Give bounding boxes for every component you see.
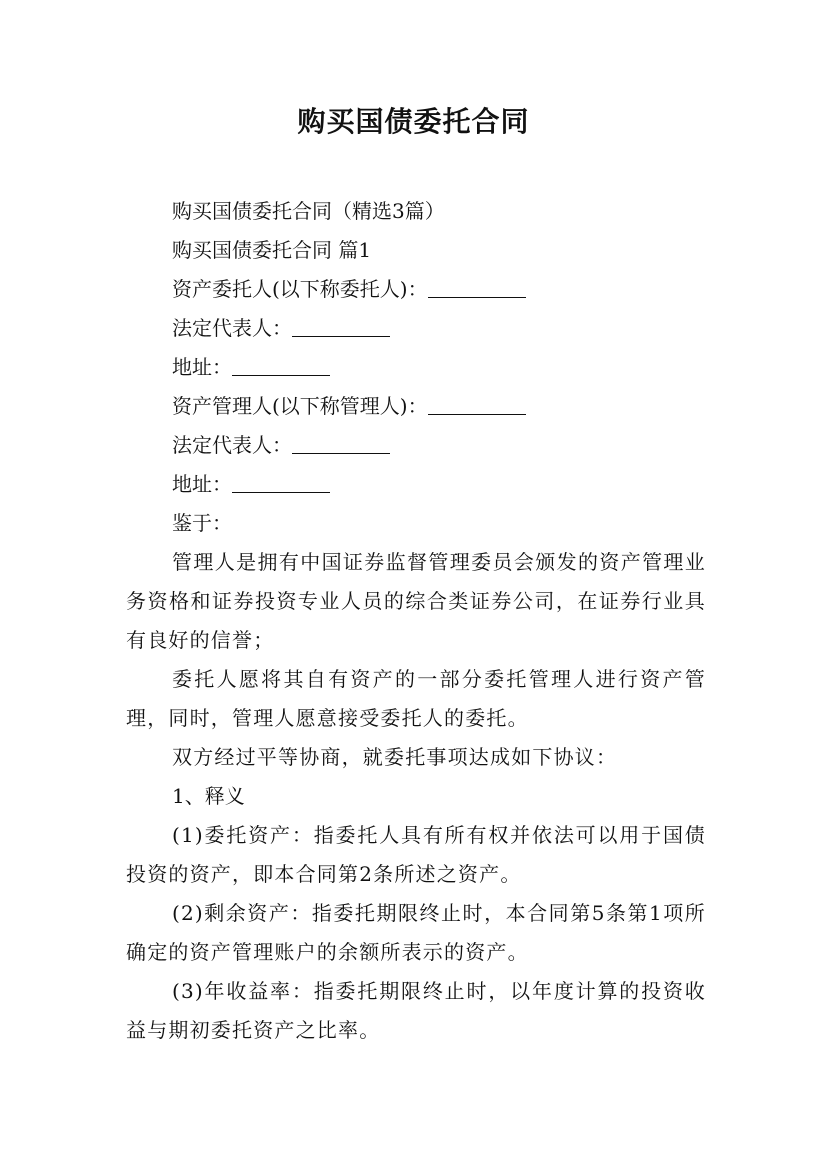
definition-2: (2)剩余资产：指委托期限终止时，本合同第5条第1项所确定的资产管理账户的余额所表示的资产。: [126, 901, 706, 964]
managing-party-blank: [428, 392, 526, 415]
legal-rep-2-label: 法定代表人：: [172, 433, 292, 457]
part-heading-line: [126, 231, 706, 270]
whereas-line: [126, 504, 706, 543]
managing-party-label: 资产管理人(以下称管理人)：: [172, 394, 428, 418]
address-1-line: [126, 348, 706, 387]
address-1-blank: [232, 353, 330, 376]
address-1-label: 地址：: [172, 355, 232, 379]
part-heading-text: 购买国债委托合同 篇1: [172, 238, 372, 262]
paragraph-2: 委托人愿将其自有资产的一部分委托管理人进行资产管理，同时，管理人愿意接受委托人的委托。: [126, 667, 706, 730]
address-2-blank: [232, 470, 330, 493]
entrusting-party-label: 资产委托人(以下称委托人)：: [172, 277, 428, 301]
paragraph-3: 双方经过平等协商，就委托事项达成如下协议：: [172, 745, 618, 769]
document-body: [126, 192, 706, 1050]
entrusting-party-line: [126, 270, 706, 309]
legal-rep-1-label: 法定代表人：: [172, 316, 292, 340]
entrusting-party-blank: [428, 275, 526, 298]
legal-rep-1-blank: [292, 314, 390, 337]
subtitle-line: [126, 192, 706, 231]
managing-party-line: [126, 387, 706, 426]
address-2-label: 地址：: [172, 472, 232, 496]
legal-rep-2-line: [126, 426, 706, 465]
legal-rep-1-line: [126, 309, 706, 348]
subtitle-text: 购买国债委托合同（精选3篇）: [172, 199, 445, 223]
definition-3: (3)年收益率：指委托期限终止时，以年度计算的投资收益与期初委托资产之比率。: [126, 979, 706, 1042]
address-2-line: [126, 465, 706, 504]
whereas-text: 鉴于：: [172, 511, 232, 535]
legal-rep-2-blank: [292, 431, 390, 454]
definition-1: (1)委托资产：指委托人具有所有权并依法可以用于国债投资的资产，即本合同第2条所述之资产。: [126, 823, 706, 886]
document-title: 购买国债委托合同: [297, 105, 530, 138]
paragraph-1: 管理人是拥有中国证券监督管理委员会颁发的资产管理业务资格和证券投资专业人员的综合类证券公司，在证券行业具有良好的信誉；: [126, 550, 706, 652]
section-1-heading: 1、释义: [172, 784, 245, 808]
